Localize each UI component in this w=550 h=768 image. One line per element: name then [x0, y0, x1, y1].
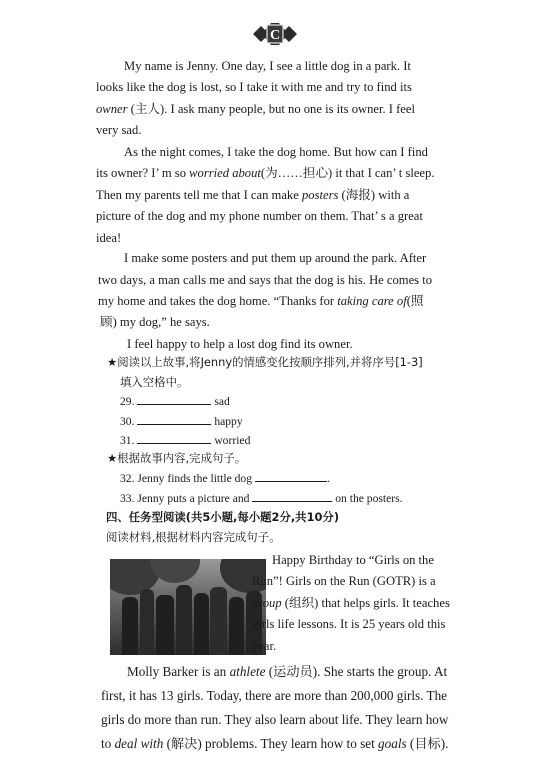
- reading-side-line3: group (组织) that helps girls. It teaches: [252, 596, 450, 610]
- story-p3-line3: my home and takes the dog home. “Thanks for taking care of(照: [98, 294, 424, 308]
- reading-side-line5: year.: [252, 639, 277, 653]
- task1-item-29: [120, 393, 230, 410]
- item-word: happy: [214, 415, 243, 428]
- q33-text: 33. Jenny puts a picture and: [120, 492, 250, 505]
- reading-p2-line1: Molly Barker is an athlete (运动员). She starts the group. At: [127, 664, 448, 679]
- story-p3-line4: 顾) my dog,” he says.: [100, 315, 210, 329]
- q32-end: .: [326, 472, 330, 485]
- glossed-term: group: [252, 596, 282, 610]
- task2-q33: [120, 490, 403, 507]
- section4-instruction: 阅读材料,根据材料内容完成句子。: [106, 530, 281, 544]
- answer-blank-30[interactable]: [137, 413, 211, 425]
- answer-blank-29[interactable]: [137, 393, 211, 405]
- reading-side-line1: Happy Birthday to “Girls on the: [272, 553, 434, 567]
- girls-running-photo: [110, 559, 266, 655]
- answer-blank-32[interactable]: [255, 470, 327, 482]
- item-number: 30.: [120, 415, 135, 428]
- task1-instruction-1: ★阅读以上故事,将Jenny的情感变化按顺序排列,并将序号[1-3]: [107, 355, 423, 369]
- answer-blank-33[interactable]: [252, 490, 332, 502]
- story-p2-line3: Then my parents tell me that I can make posters (海报) with a: [96, 188, 410, 202]
- item-word: sad: [214, 395, 230, 408]
- q33-end: on the posters.: [335, 492, 403, 505]
- reading-p2-line2: first, it has 13 girls. Today, there are more than 200,000 girls. The: [101, 688, 448, 703]
- story-p3-line2: two days, a man calls me and says that the dog is his. He comes to: [98, 273, 433, 287]
- reading-p2-line4: to deal with (解决) problems. They learn how to set goals (目标).: [101, 736, 449, 751]
- story-p1-line3: owner (主人). I ask many people, but no one is its owner. I feel: [96, 102, 415, 116]
- item-number: 29.: [120, 395, 135, 408]
- item-number: 31.: [120, 434, 135, 447]
- glossed-term: deal with: [114, 736, 164, 751]
- task2-q32: [120, 470, 330, 487]
- glossed-term: posters: [301, 188, 339, 202]
- answer-blank-31[interactable]: [137, 432, 211, 444]
- reading-side-line4: girls life lessons. It is 25 years old this: [252, 617, 446, 631]
- glossed-term: goals: [378, 736, 407, 751]
- story-p2-line4: picture of the dog and my phone number on them. That’ s a great: [96, 209, 423, 223]
- story-p1-line4: very sad.: [96, 123, 142, 137]
- story-p2-line1: As the night comes, I take the dog home. But how can I find: [124, 145, 428, 159]
- glossed-term: taking care of: [337, 294, 407, 308]
- section-letter: C: [269, 28, 281, 43]
- task1-item-31: [120, 432, 250, 449]
- story-p3-line1: I make some posters and put them up around the park. After: [124, 251, 427, 265]
- story-p2-line2: its owner? I’ m so worried about(为……担心) it that I can’ t sleep.: [96, 166, 435, 180]
- reading-side-line2: Run”! Girls on the Run (GOTR) is a: [252, 574, 436, 588]
- glossed-term: worried about: [189, 166, 261, 180]
- glossed-term: owner: [96, 102, 128, 116]
- q32-text: 32. Jenny finds the little dog: [120, 472, 253, 485]
- task2-instruction: ★根据故事内容,完成句子。: [107, 451, 247, 465]
- story-p2-line5: idea!: [96, 231, 122, 245]
- glossed-term: athlete: [229, 664, 266, 679]
- section-c-badge: [251, 20, 299, 48]
- task1-instruction-2: 填入空格中。: [120, 375, 189, 389]
- story-p1-line2: looks like the dog is lost, so I take it with me and try to find its: [96, 80, 412, 94]
- task1-item-30: [120, 413, 243, 430]
- reading-p2-line3: girls do more than run. They also learn about life. They learn how: [101, 712, 449, 727]
- item-word: worried: [214, 434, 251, 447]
- section4-title: 四、任务型阅读(共5小题,每小题2分,共10分): [106, 510, 340, 524]
- story-p1-line1: My name is Jenny. One day, I see a little dog in a park. It: [124, 59, 411, 73]
- story-p4: I feel happy to help a lost dog find its owner.: [127, 337, 353, 351]
